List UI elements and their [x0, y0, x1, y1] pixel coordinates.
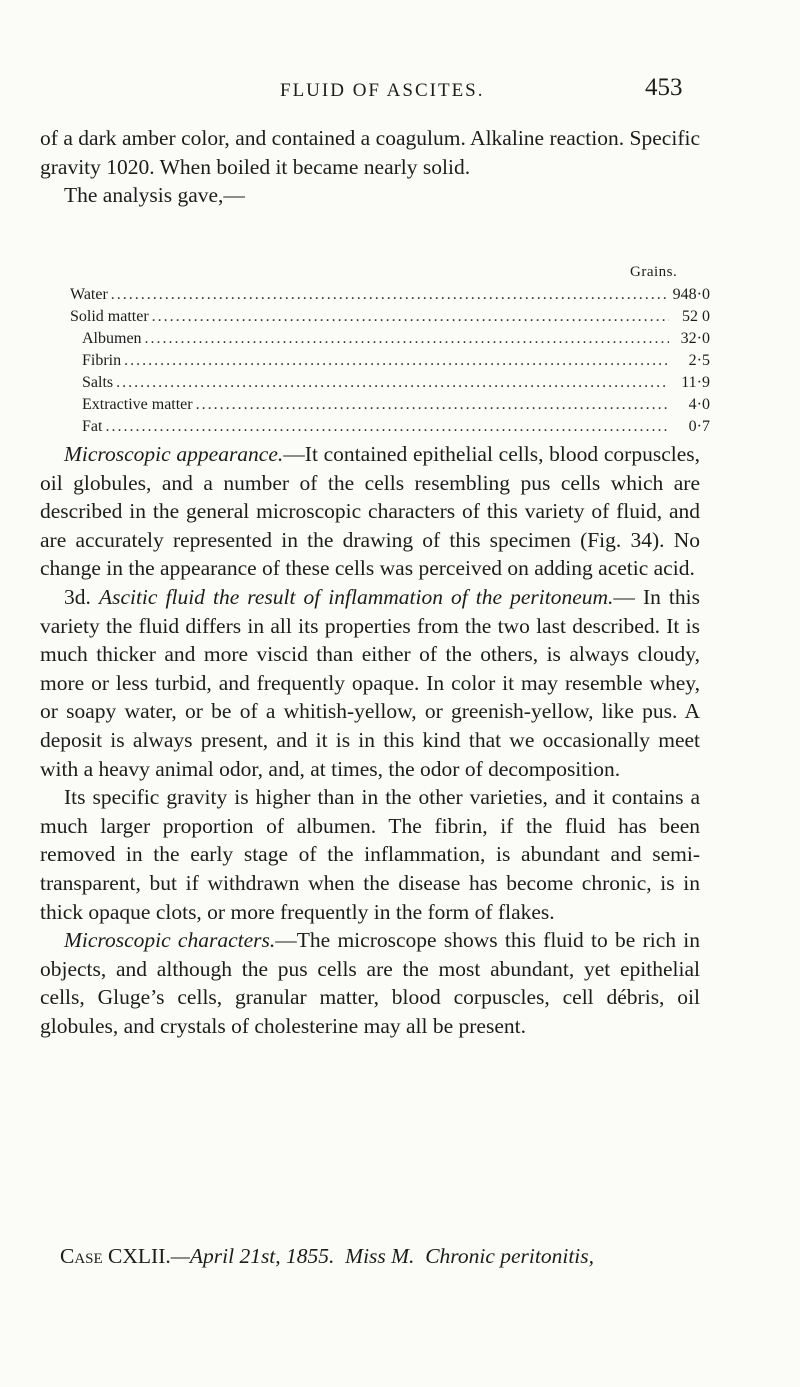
characters-paragraph	[40, 926, 700, 1040]
leader-dots	[196, 396, 669, 414]
row-label: Fibrin	[82, 352, 122, 369]
running-title: FLUID OF ASCITES.	[280, 80, 485, 101]
row-value: 2·5	[688, 352, 710, 369]
table-row	[70, 396, 710, 416]
leader-dots	[145, 330, 669, 348]
analysis-lead: The analysis gave,—	[64, 183, 245, 208]
row-label: Fat	[82, 418, 103, 435]
intro-paragraph: of a dark amber color, and contained a coagulum. Alkaline reaction. Specific gravity 1020. When boiled it became nearly solid.	[40, 126, 700, 179]
characters-title: Microscopic characters.	[64, 928, 276, 953]
body-text-top	[40, 124, 700, 210]
row-value: 948·0	[672, 286, 710, 303]
table-row	[70, 418, 710, 438]
table-row	[70, 374, 710, 394]
gravity-paragraph: Its specific gravity is higher than in the other varieties, and it contains a much larger proportion of albumen. The fibrin, if the fluid has been removed in the early stage of the inflammation, is abundant and semi-transparent, but if withdrawn when the disease has become chronic, is in thick opaque clots, or more frequently in the form of flakes.	[40, 785, 700, 924]
running-head	[0, 74, 800, 110]
microscopic-title: Microscopic appearance.	[64, 442, 284, 466]
characters-body: —The microscope shows this fluid to be rich in objects, and although the pus cells are the most abundant, yet epithelial cells, Gluge’s cells, granular matter, blood corpuscles, cell débris, oil globules, and crystals of cholesterine may all be present.	[40, 928, 701, 1038]
table-row	[70, 308, 710, 328]
row-value: 0·7	[688, 418, 710, 435]
row-value: 32·0	[680, 330, 710, 347]
table-row	[70, 330, 710, 350]
leader-dots	[124, 352, 669, 370]
third-body: — In this variety the fluid differs in all its properties from the two last described. It is much thicker and more viscid than either of the others, is always cloudy, more or less turbid, and frequently opaque. In color it may resemble whey, or soapy water, or be of a whitish-yellow, or greenish-yellow, like pus. A deposit is always present, and it is in this kind that we occasionally meet with a heavy animal odor, and, at times, the odor of decomposition.	[40, 584, 701, 781]
microscopic-body: —It contained epithelial cells, blood corpuscles, oil globules, and a number of the cells resembling pus cells which are described in the general microscopic characters of this variety of fluid, and are accurately represented in the drawing of this specimen (Fig. 34). No change in the appearance of these cells was perceived on adding acetic acid.	[40, 442, 700, 581]
page-number: 453	[645, 74, 683, 101]
body-text-main	[40, 440, 700, 1040]
leader-dots	[111, 286, 669, 304]
microscopic-paragraph	[40, 440, 700, 583]
case-diagnosis: Chronic peritonitis,	[425, 1244, 595, 1268]
table-row	[70, 352, 710, 372]
case-patient: Miss M.	[345, 1244, 415, 1268]
row-label: Water	[70, 286, 108, 303]
row-label: Albumen	[82, 330, 142, 347]
row-label: Extractive matter	[82, 396, 193, 413]
row-value: 4·0	[688, 396, 710, 413]
row-label: Solid matter	[70, 308, 149, 325]
leader-dots	[152, 308, 669, 326]
table-row	[70, 286, 710, 306]
third-variety-paragraph	[40, 583, 700, 783]
case-line	[60, 1244, 594, 1269]
row-value: 11·9	[681, 374, 710, 391]
case-date: —April 21st, 1855.	[170, 1244, 335, 1268]
leader-dots	[105, 418, 669, 436]
third-number: 3d.	[64, 584, 91, 609]
row-value: 52 0	[682, 308, 710, 325]
leader-dots	[116, 374, 669, 392]
case-label: Case CXLII.	[60, 1244, 171, 1268]
row-label: Salts	[82, 374, 114, 391]
unit-header: Grains.	[630, 264, 678, 280]
third-title: Ascitic fluid the result of inflammation of the peritoneum.	[98, 584, 614, 609]
